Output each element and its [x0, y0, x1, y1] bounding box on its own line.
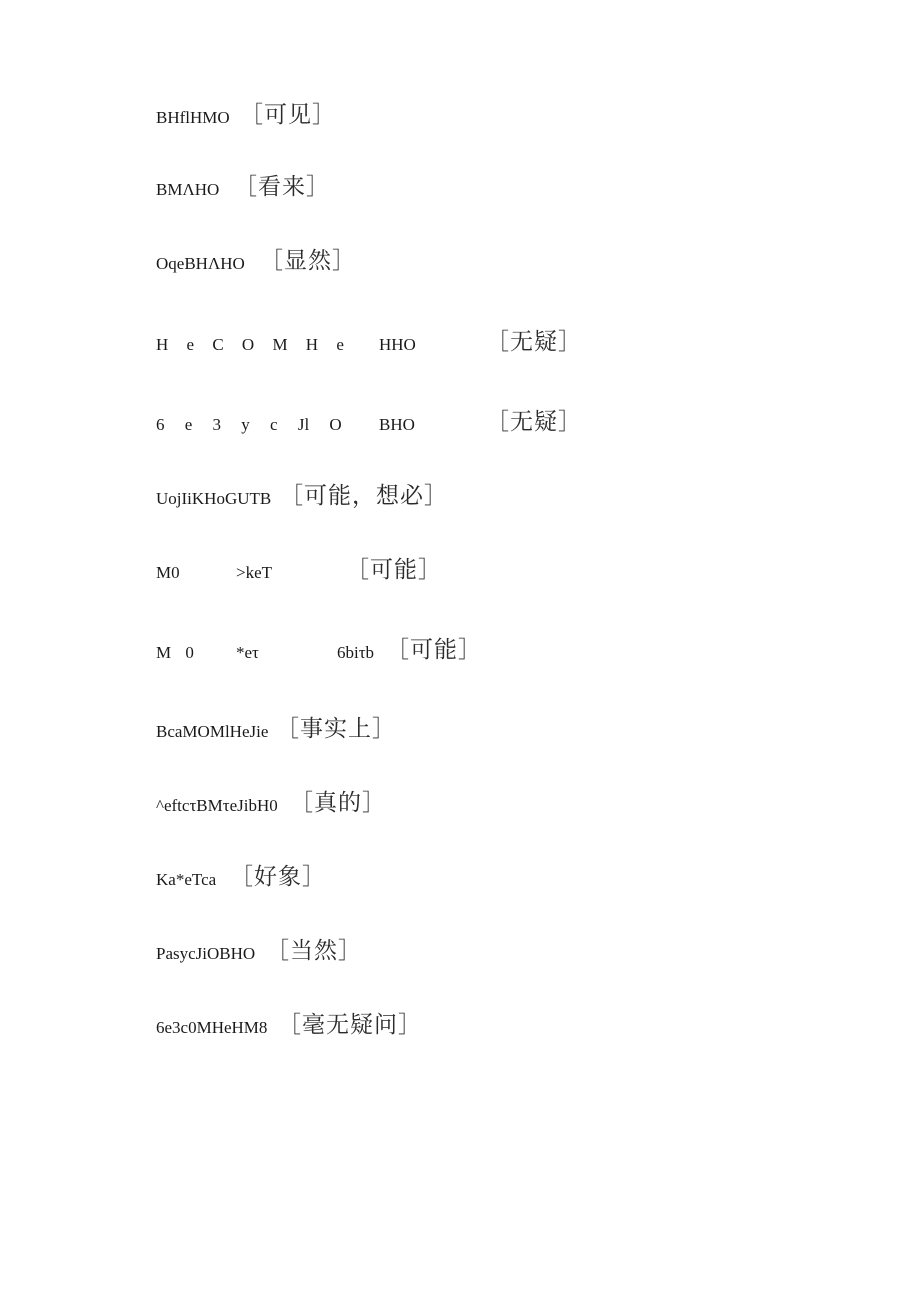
gloss-text: ［显然］: [260, 248, 356, 274]
term-text-part-a: M0: [156, 563, 180, 582]
gloss-text: ［可能］: [386, 637, 482, 663]
term-text: BMΛHO: [156, 180, 220, 199]
term-text-part-a: H e C O M H e: [156, 335, 344, 354]
term-text-part-b: >keT: [236, 563, 273, 582]
term-text: ^eftcτBMτeJibH0: [156, 796, 278, 815]
gloss-text: ［可能］: [346, 557, 442, 583]
term-text-part-c: 6biτb: [337, 643, 375, 662]
term-text: BHflHMO: [156, 108, 230, 127]
gloss-text: ［毫无疑问］: [278, 1012, 422, 1038]
term-text: UojIiKHoGUTB: [156, 489, 272, 508]
gloss-text: ［无疑］: [486, 329, 582, 355]
gloss-text: ［无疑］: [486, 409, 582, 435]
gloss-text: ［可能，想必］: [280, 483, 448, 509]
gloss-text: ［真的］: [290, 790, 386, 816]
term-text: PasycJiOBHO: [156, 944, 256, 963]
term-text-part-b: *eτ: [236, 643, 259, 662]
gloss-text: ［当然］: [266, 938, 362, 964]
term-text: Ka*eTca: [156, 870, 217, 889]
gloss-text: ［好象］: [230, 864, 326, 890]
term-text: 6e3c0MHeHM8: [156, 1018, 268, 1037]
gloss-text: ［事实上］: [276, 716, 396, 742]
term-text-part-b: HHO: [379, 335, 416, 354]
gloss-text: ［可见］: [240, 102, 336, 128]
term-text: OqeBHΛHO: [156, 254, 245, 273]
term-text-part-a: 6 e 3 y c Jl O: [156, 415, 342, 434]
gloss-text: ［看来］: [234, 174, 330, 200]
term-text-part-b: BHO: [379, 415, 415, 434]
term-text: BcaMOMlHeJie: [156, 722, 269, 741]
term-text-part-a: M 0: [156, 643, 194, 662]
